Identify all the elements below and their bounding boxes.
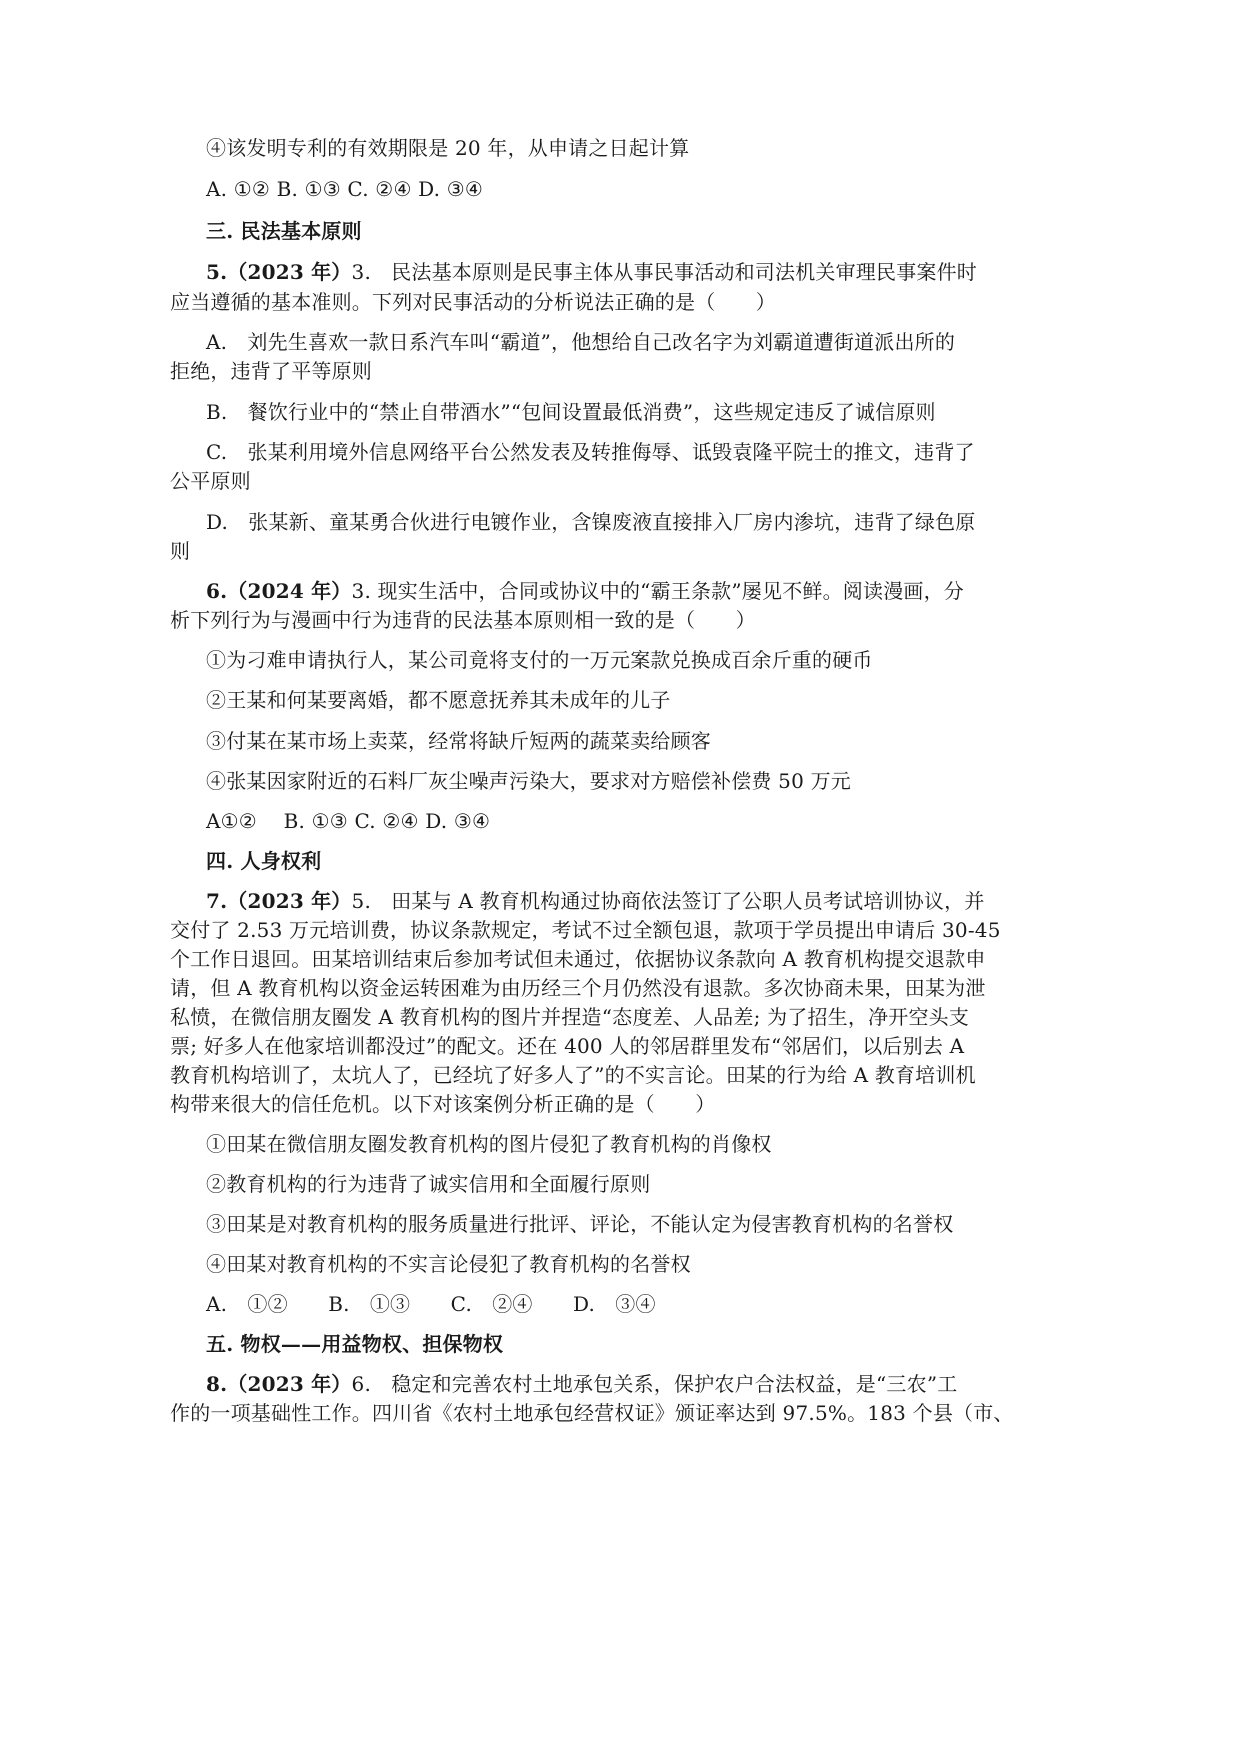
text-line-answer-choices: A. ①② B. ①③ C. ②④ D. ③④ xyxy=(206,177,484,201)
question-5-number: 5.（2023 年） xyxy=(206,260,352,284)
question-5-option-a-line-1: A. 刘先生喜欢一款日系汽车叫“霸道”，他想给自己改名字为刘霸道遭街道派出所的 xyxy=(206,330,956,354)
question-5-line-1 xyxy=(206,258,977,286)
section-heading-4: 四. 人身权利 xyxy=(206,849,322,873)
question-5-option-c-line-1: C. 张某利用境外信息网络平台公然发表及转推侮辱、诋毁袁隆平院士的推文，违背了 xyxy=(206,440,975,464)
question-7-number: 7.（2023 年） xyxy=(206,889,352,913)
question-6-statement-4: ④张某因家附近的石料厂灰尘噪声污染大，要求对方赔偿补偿费 50 万元 xyxy=(206,769,851,793)
question-5-option-d-line-2: 则 xyxy=(170,539,191,563)
question-8-line-2: 作的一项基础性工作。四川省《农村土地承包经营权证》颁证率达到 97.5%。183 个县（市、 xyxy=(170,1401,1014,1425)
question-7-line-3: 个工作日退回。田某培训结束后参加考试但未通过，依据协议条款向 A 教育机构提交退款申 xyxy=(170,947,986,971)
section-heading-5: 五. 物权——用益物权、担保物权 xyxy=(206,1332,504,1356)
question-7-line-1 xyxy=(206,887,985,915)
question-6-statement-1: ①为刁难申请执行人，某公司竟将支付的一万元案款兑换成百余斤重的硬币 xyxy=(206,648,873,672)
question-6-line-1 xyxy=(206,577,964,605)
question-6-text: 3. 现实生活中，合同或协议中的“霸王条款”屡见不鲜。阅读漫画，分 xyxy=(351,579,965,603)
text-line-option-4: ④该发明专利的有效期限是 20 年，从申请之日起计算 xyxy=(206,136,690,160)
question-5-option-b: B. 餐饮行业中的“禁止自带酒水”“包间设置最低消费”，这些规定违反了诚信原则 xyxy=(206,400,936,424)
question-8-line-1 xyxy=(206,1370,957,1398)
question-8-number: 8.（2023 年） xyxy=(206,1372,352,1396)
question-6-line-2: 析下列行为与漫画中行为违背的民法基本原则相一致的是（ ） xyxy=(170,608,756,632)
question-5-text: 3. 民法基本原则是民事主体从事民事活动和司法机关审理民事案件时 xyxy=(351,260,977,284)
question-7-line-5: 私愤，在微信朋友圈发 A 教育机构的图片并捏造“态度差、人品差; 为了招生，净开空头支 xyxy=(170,1005,970,1029)
question-7-statement-1: ①田某在微信朋友圈发教育机构的图片侵犯了教育机构的肖像权 xyxy=(206,1132,772,1156)
question-7-text: 5. 田某与 A 教育机构通过协商依法签订了公职人员考试培训协议，并 xyxy=(351,889,985,913)
question-6-number: 6.（2024 年） xyxy=(206,579,352,603)
question-8-text: 6. 稳定和完善农村土地承包关系，保护农户合法权益，是“三农”工 xyxy=(351,1372,958,1396)
question-5-line-2: 应当遵循的基本准则。下列对民事活动的分析说法正确的是（ ） xyxy=(170,290,776,314)
question-6-answer-choices: A①② B. ①③ C. ②④ D. ③④ xyxy=(206,809,491,833)
section-heading-3: 三. 民法基本原则 xyxy=(206,219,362,243)
question-5-option-a-line-2: 拒绝，违背了平等原则 xyxy=(170,359,372,383)
question-5-option-c-line-2: 公平原则 xyxy=(170,469,251,493)
question-7-line-8: 构带来很大的信任危机。以下对该案例分析正确的是（ ） xyxy=(170,1092,716,1116)
question-7-statement-2: ②教育机构的行为违背了诚实信用和全面履行原则 xyxy=(206,1172,651,1196)
question-7-line-4: 请，但 A 教育机构以资金运转困难为由历经三个月仍然没有退款。多次协商未果，田某为泄 xyxy=(170,976,986,1000)
question-7-line-2: 交付了 2.53 万元培训费，协议条款规定，考试不过全额包退，款项于学员提出申请后 30-45 xyxy=(170,918,1001,942)
question-7-statement-3: ③田某是对教育机构的服务质量进行批评、评论，不能认定为侵害教育机构的名誉权 xyxy=(206,1212,954,1236)
question-7-answer-choices: A. ①② B. ①③ C. ②④ D. ③④ xyxy=(206,1292,656,1316)
question-6-statement-3: ③付某在某市场上卖菜，经常将缺斤短两的蔬菜卖给顾客 xyxy=(206,729,711,753)
question-5-option-d-line-1: D. 张某新、童某勇合伙进行电镀作业，含镍废液直接排入厂房内渗坑，违背了绿色原 xyxy=(206,510,976,534)
question-6-statement-2: ②王某和何某要离婚，都不愿意抚养其未成年的儿子 xyxy=(206,688,671,712)
question-7-line-7: 教育机构培训了，太坑人了，已经坑了好多人了”的不实言论。田某的行为给 A 教育培训机 xyxy=(170,1063,976,1087)
question-7-statement-4: ④田某对教育机构的不实言论侵犯了教育机构的名誉权 xyxy=(206,1252,691,1276)
question-7-line-6: 票; 好多人在他家培训都没过”的配文。还在 400 人的邻居群里发布“邻居们，以后别去 A xyxy=(170,1034,965,1058)
